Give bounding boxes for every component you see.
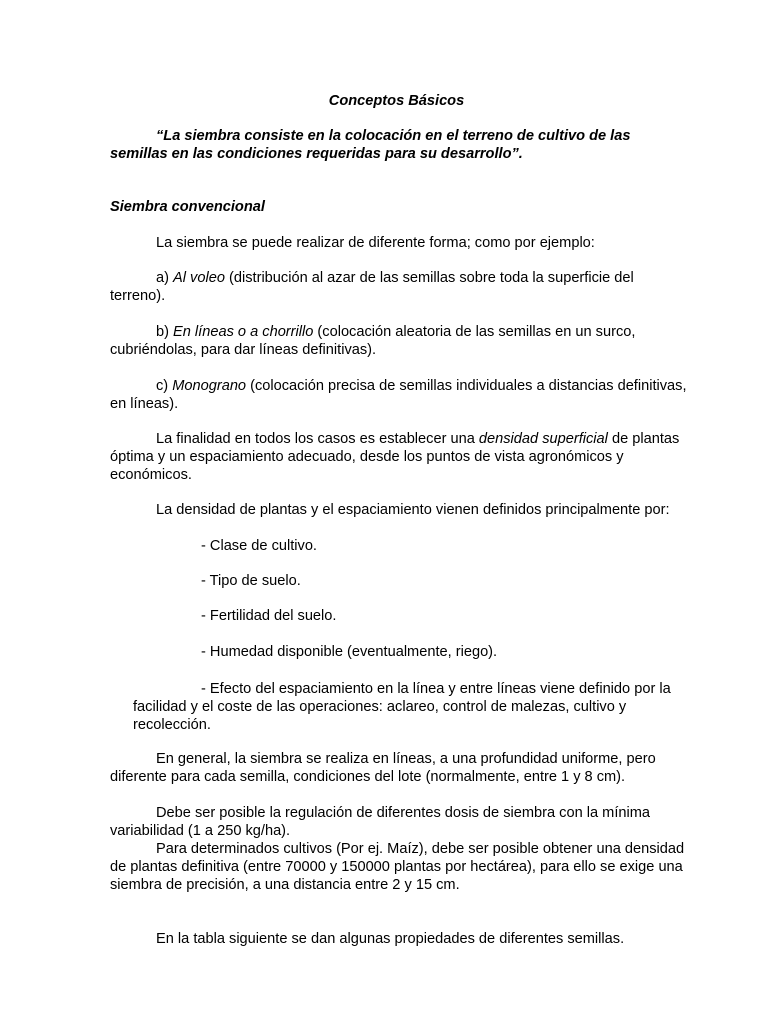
intro-paragraph: La siembra se puede realizar de diferente forma; como por ejemplo: [156,235,595,251]
factor-item: - Fertilidad del suelo. [201,608,337,624]
regulacion-paragraph: Debe ser posible la regulación de diferentes dosis de siembra con la mínima variabilidad (1 a 250 kg/ha). [110,805,651,839]
cultivos-paragraph: Para determinados cultivos (Por ej. Maíz), debe ser posible obtener una densidad de plantas definitiva (entre 70000 y 150000 plantas por hectárea), para ello se exige una siembra de precisión, a una distancia entre 2 y 15 cm. [110,841,685,893]
factor-item: - Clase de cultivo. [201,538,317,554]
term-al-voleo: Al voleo [173,270,225,286]
list-item-a: a) Al voleo (distribución al azar de las semillas sobre toda la superficie del terreno). [110,270,634,304]
general-paragraph: En general, la siembra se realiza en líneas, a una profundidad uniforme, pero diferente para cada semilla, condiciones del lote (normalmente, entre 1 y 8 cm). [110,751,656,785]
section-heading: Siembra convencional [110,199,265,215]
densidad-paragraph: La densidad de plantas y el espaciamiento vienen definidos principalmente por: [156,502,670,518]
tabla-paragraph: En la tabla siguiente se dan algunas propiedades de diferentes semillas. [156,931,625,947]
term-densidad-superficial: densidad superficial [478,431,608,447]
finalidad-paragraph: La finalidad en todos los casos es establecer una densidad superficial de plantas óptima y un espaciamiento adecuado, desde los puntos de vista agronómicos y económicos. [110,431,680,483]
list-item-b: b) En líneas o a chorrillo (colocación aleatoria de las semillas en un surco, cubriéndolas, para dar líneas definitivas). [110,324,636,358]
definition-quote: “La siembra consiste en la colocación en el terreno de cultivo de las semillas en las condiciones requeridas para su desarrollo”. [110,128,631,162]
term-en-lineas: En líneas o a chorrillo [173,324,314,340]
page-title: Conceptos Básicos [328,93,465,109]
factor-item: - Tipo de suelo. [201,573,301,589]
term-monograno: Monograno [172,378,247,394]
list-item-c: c) Monograno (colocación precisa de semillas individuales a distancias definitivas, en líneas). [110,378,687,412]
efecto-item: - Efecto del espaciamiento en la línea y entre líneas viene definido por la facilidad y el coste de las operaciones: aclareo, control de malezas, cultivo y recolección. [133,681,671,733]
factor-item: - Humedad disponible (eventualmente, riego). [201,644,498,660]
